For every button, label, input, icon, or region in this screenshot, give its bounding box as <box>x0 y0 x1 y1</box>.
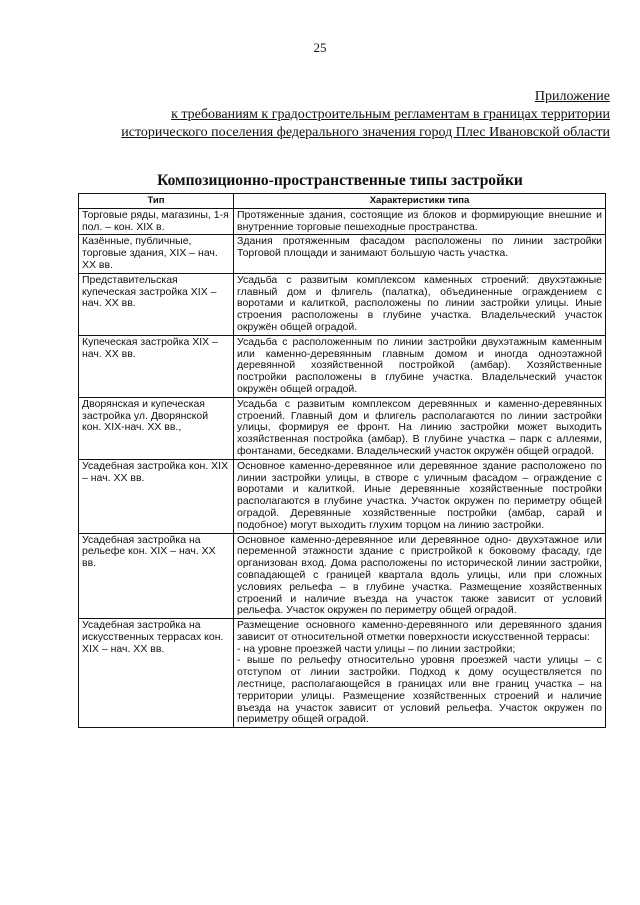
description-text: Усадьба с расположенным по линии застройки двухэтажным каменным или каменно-деревянным главным домом и иногда одноэтажной деревянной хозяйственной постройкой (амбар). Хозяйственные постройки расположены в глубине участка. Владельческий участок окружён общей оградой. <box>237 335 602 395</box>
description-cell <box>234 397 606 459</box>
type-cell: Казённые, публичные, торговые здания, XIX – нач. XX вв. <box>79 235 234 273</box>
table-row <box>79 533 606 619</box>
description-text: Здания протяженным фасадом расположены по линии застройки Торговой площади и занимают большую часть участка. <box>237 235 602 260</box>
building-types-table <box>78 193 606 728</box>
table-row <box>79 335 606 397</box>
table-row <box>79 208 606 235</box>
type-cell: Представительская купеческая застройка XIX – нач. XX вв. <box>79 273 234 335</box>
appendix-header <box>10 88 610 142</box>
type-cell: Усадебная застройка на рельефе кон. XIX – нач. XX вв. <box>79 533 234 619</box>
description-cell <box>234 273 606 335</box>
description-text: - выше по рельефу относительно уровня проезжей части улицы – с отступом от линии застройки. Подход к дому осуществляется по лестнице, располагающейся в границах или вне границ участка – на территории улицы. Размещение хозяйственных строений и наличие въезда на участок зависит от условий рельефа. Участок окружен по периметру общей оградой. <box>237 654 602 726</box>
description-cell <box>234 335 606 397</box>
description-text: Основное каменно-деревянное или деревянное здание расположено по линии застройки улицы, в створе с уличным фасадом – ограждение с воротами и калиткой. Иные деревянные хозяйственные постройки располагаются в глубине участка. Участок окружен по периметру общей оградой. Деревянные хозяйственные постройки (амбар, сарай и подобное) могут выходить глухим торцом на линию застройки. <box>237 459 602 531</box>
table-row <box>79 273 606 335</box>
description-text: Усадьба с развитым комплексом деревянных и каменно-деревянных строений. Главный дом и флигель располагаются по линии застройки улицы, формируя ее фронт. На линию застройки может выходить хозяйственная постройка (амбар). В глубине участка – парк с аллеями, фонтанами, беседками. Владельческий участок окружён общей оградой. <box>237 397 602 457</box>
description-cell <box>234 208 606 235</box>
description-text: Основное каменно-деревянное или деревянное одно- двухэтажное или переменной этажности здание с пристройкой к боковому фасаду, где организован вход. Дома расположены по исторической линии застройки, совпадающей с границей квартала вдоль улицы, или при сложных условиях рельефа – в глубине участка. Размещение хозяйственных строений и наличие въезда на участок также зависит от условий рельефа. Участок окружен по периметру общей оградой. <box>237 533 602 617</box>
description-cell <box>234 459 606 533</box>
header-type: Тип <box>79 194 234 209</box>
table-row <box>79 397 606 459</box>
table-row <box>79 459 606 533</box>
section-title: Композиционно-пространственные типы застройки <box>157 172 523 189</box>
description-text: - на уровне проезжей части улицы – по линии застройки; <box>237 642 516 655</box>
description-text: Размещение основного каменно-деревянного или деревянного здания зависит от относительной отметки поверхности искусственной террасы: <box>237 619 602 643</box>
description-cell <box>234 619 606 728</box>
appendix-title: Приложение <box>534 89 610 104</box>
type-cell: Дворянская и купеческая застройка ул. Дворянской кон. XIX-нач. XX вв., <box>79 397 234 459</box>
table-row <box>79 619 606 728</box>
appendix-line-1: к требованиям к градостроительным регламентам в границах территории <box>171 107 610 122</box>
type-cell: Усадебная застройка кон. XIX – нач. XX вв. <box>79 459 234 533</box>
description-text: Усадьба с развитым комплексом каменных строений: двухэтажные главный дом и флигель (палатка), объединенные ограждением с воротами и калиткой, расположены по линии застройки улицы. Иные строения расположены в глубине участка. Владельческий участок окружён общей оградой. <box>237 273 602 333</box>
page-number: 25 <box>313 40 327 55</box>
description-text: Протяженные здания, состоящие из блоков и формирующие внешние и внутренние торговые пешеходные пространства. <box>237 208 602 233</box>
type-cell: Купеческая застройка XIX – нач. XX вв. <box>79 335 234 397</box>
table-row <box>79 235 606 273</box>
table-header-row <box>79 194 606 209</box>
header-characteristics: Характеристики типа <box>234 194 606 209</box>
appendix-line-2: исторического поселения федерального значения город Плес Ивановской области <box>121 125 610 140</box>
description-cell <box>234 235 606 273</box>
description-cell <box>234 533 606 619</box>
type-cell: Торговые ряды, магазины, 1-я пол. – кон. XIX в. <box>79 208 234 235</box>
type-cell: Усадебная застройка на искусственных террасах кон. XIX – нач. XX вв. <box>79 619 234 728</box>
